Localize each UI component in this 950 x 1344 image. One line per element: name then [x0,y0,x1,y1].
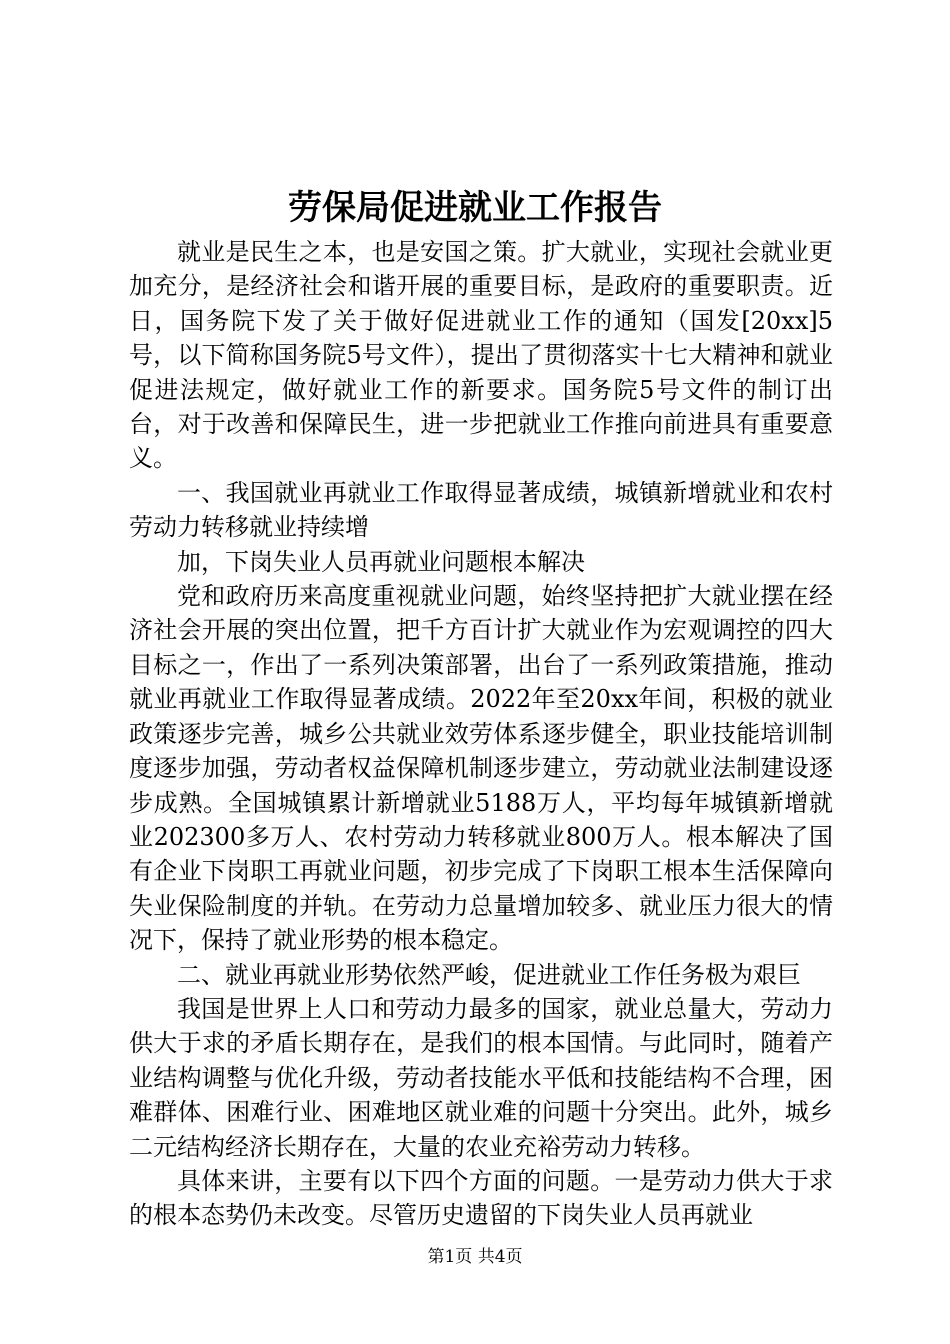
document-title: 劳保局促进就业工作报告 [288,188,662,228]
section-heading-1-continued: 加，下岗失业人员再就业问题根本解决 [177,547,585,576]
paragraph-achievements: 党和政府历来高度重视就业问题，始终坚持把扩大就业摆在经济社会开展的突出位置，把千方百计扩大就业作为宏观调控的四大目标之一，作出了一系列决策部署，出台了一系列政策措施，推动就业再就业工作取得显著成绩。2022年至20xx年间，积极的就业政策逐步完善，城乡公共就业效劳体系逐步健全，职业技能培训制度逐步加强，劳动者权益保障机制逐步建立，劳动就业法制建设逐步成熟。全国城镇累计新增就业5188万人，平均每年城镇新增就业202300多万人、农村劳动力转移就业800万人。根本解决了国有企业下岗职工再就业问题，初步完成了下岗职工根本生活保障向失业保险制度的并轨。在劳动力总量增加较多、就业压力很大的情况下，保持了就业形势的根本稳定。 [129,582,833,955]
section-heading-1: 一、我国就业再就业工作取得显著成绩，城镇新增就业和农村劳动力转移就业持续增 [129,478,833,542]
paragraph-national-conditions: 我国是世界上人口和劳动力最多的国家，就业总量大，劳动力供大于求的矛盾长期存在，是我们的根本国情。与此同时，随着产业结构调整与优化升级，劳动者技能水平低和技能结构不合理，困难群体、困难行业、困难地区就业难的问题十分突出。此外，城乡二元结构经济长期存在，大量的农业充裕劳动力转移。 [129,994,833,1161]
paragraph-intro: 就业是民生之本，也是安国之策。扩大就业，实现社会就业更加充分，是经济社会和谐开展的重要目标，是政府的重要职责。近日，国务院下发了关于做好促进就业工作的通知（国发[20xx]5号，以下简称国务院5号文件），提出了贯彻落实十七大精神和就业促进法规定，做好就业工作的新要求。国务院5号文件的制订出台，对于改善和保障民生，进一步把就业工作推向前进具有重要意义。 [129,238,833,473]
page-footer: 第1页 共4页 [427,1247,523,1267]
section-heading-2: 二、就业再就业形势依然严峻，促进就业工作任务极为艰巨 [177,960,801,989]
paragraph-specific-problems: 具体来讲，主要有以下四个方面的问题。一是劳动力供大于求的根本态势仍未改变。尽管历史遗留的下岗失业人员再就业 [129,1166,833,1230]
document-body [129,235,833,1233]
